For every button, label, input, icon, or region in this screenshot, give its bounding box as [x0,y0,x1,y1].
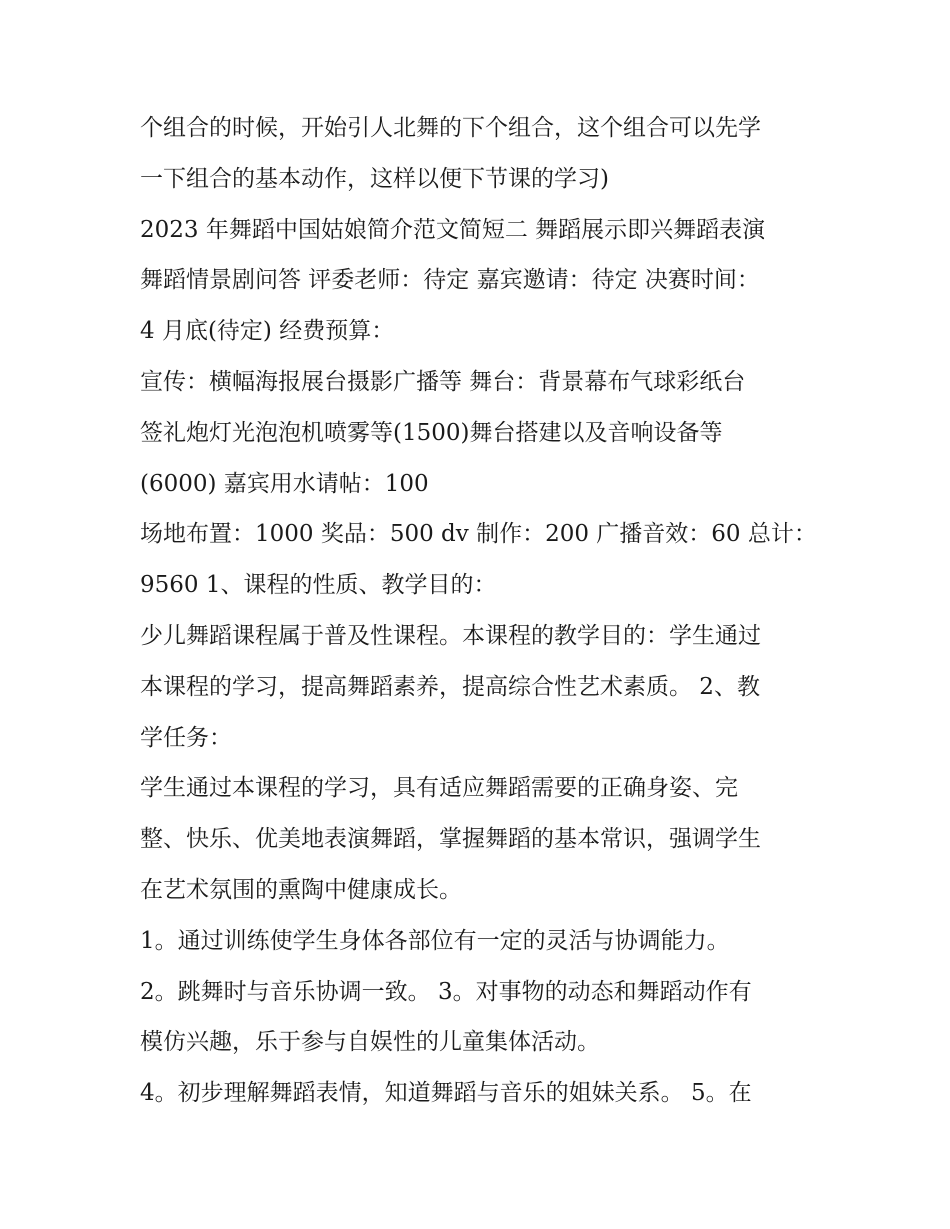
text-line: 在艺术氛围的熏陶中健康成长。 [140,876,462,903]
text-line: 1。通过训练使学生身体各部位有一定的灵活与协调能力。 [140,927,730,954]
text-line: 整、快乐、优美地表演舞蹈，掌握舞蹈的基本常识，强调学生 [140,826,761,853]
text-line: 9560 1、课程的性质、教学目的： [140,572,497,599]
text-line: 舞蹈情景剧问答 评委老师：待定 嘉宾邀请：待定 决赛时间： [140,267,760,294]
text-line: 4 月底(待定) 经费预算： [140,318,395,345]
text-line: 学生通过本课程的学习，具有适应舞蹈需要的正确身姿、完 [140,775,738,802]
text-line: 4。初步理解舞蹈表情，知道舞蹈与音乐的姐妹关系。 5。在 [140,1080,752,1107]
text-line: 少儿舞蹈课程属于普及性课程。本课程的教学目的：学生通过 [140,622,761,649]
text-line: (6000) 嘉宾用水请帖：100 [140,470,429,497]
text-line: 场地布置：1000 奖品：500 dv 制作：200 广播音效：60 总计： [140,521,817,548]
text-line: 签礼炮灯光泡泡机喷雾等(1500)舞台搭建以及音响设备等 [140,419,723,446]
text-line: 2023 年舞蹈中国姑娘简介范文简短二 舞蹈展示即兴舞蹈表演 [140,216,766,243]
text-line: 2。跳舞时与音乐协调一致。 3。对事物的动态和舞蹈动作有 [140,978,752,1005]
text-line: 宣传：横幅海报展台摄影广播等 舞台：背景幕布气球彩纸台 [140,368,746,395]
text-line: 学任务： [140,724,232,751]
document-body [140,103,820,1119]
text-line: 个组合的时候，开始引人北舞的下个组合，这个组合可以先学 [140,115,761,141]
text-line: 一下组合的基本动作，这样以便下节课的学习) [140,165,609,192]
text-line: 模仿兴趣，乐于参与自娱性的儿童集体活动。 [140,1029,600,1056]
text-line: 本课程的学习，提高舞蹈素养，提高综合性艺术素质。 2、教 [140,673,760,700]
